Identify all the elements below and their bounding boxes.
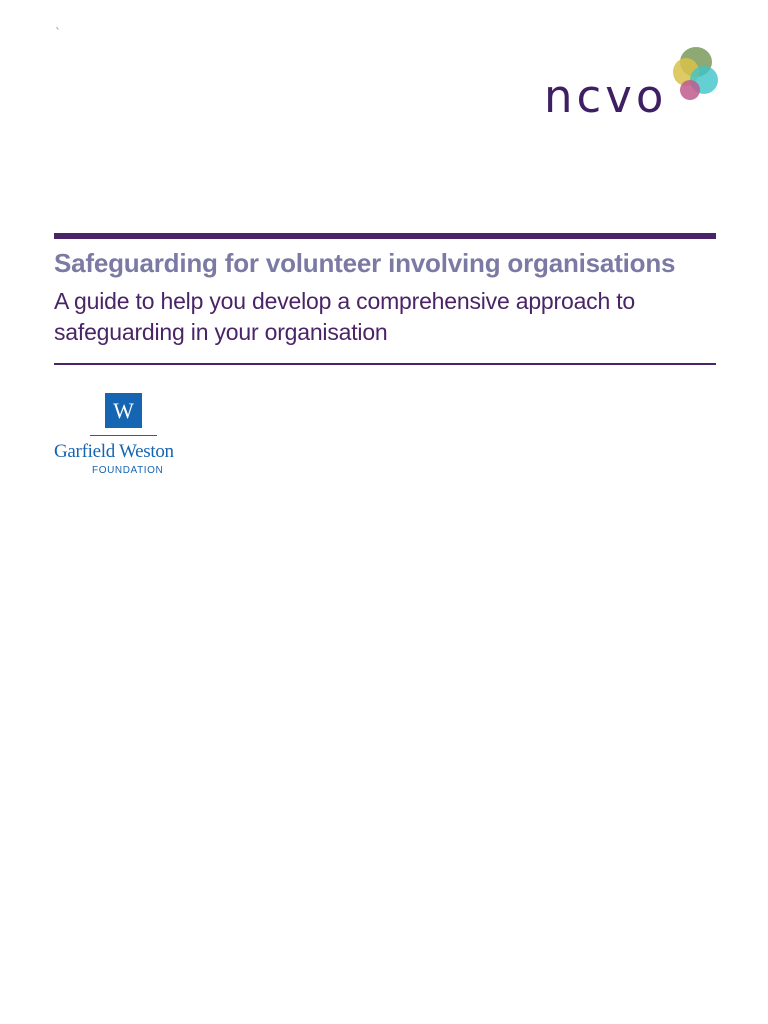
title-top-rule [54,233,716,239]
title-bottom-rule [54,363,716,365]
ncvo-blobs-icon [668,44,720,104]
garfield-weston-foundation: FOUNDATION [92,465,164,476]
garfield-weston-monogram: W [105,393,142,428]
garfield-weston-divider [90,435,157,436]
document-title: Safeguarding for volunteer involving organisations [54,248,676,278]
garfield-weston-logo [54,393,199,479]
blob-pink [680,80,700,100]
stray-mark: ` [55,26,61,40]
garfield-weston-name: Garfield Weston [54,441,174,462]
document-subtitle: A guide to help you develop a comprehensive approach to safeguarding in your organisation [54,288,636,345]
ncvo-wordmark: ncvo [544,70,668,123]
ncvo-logo [540,44,720,128]
